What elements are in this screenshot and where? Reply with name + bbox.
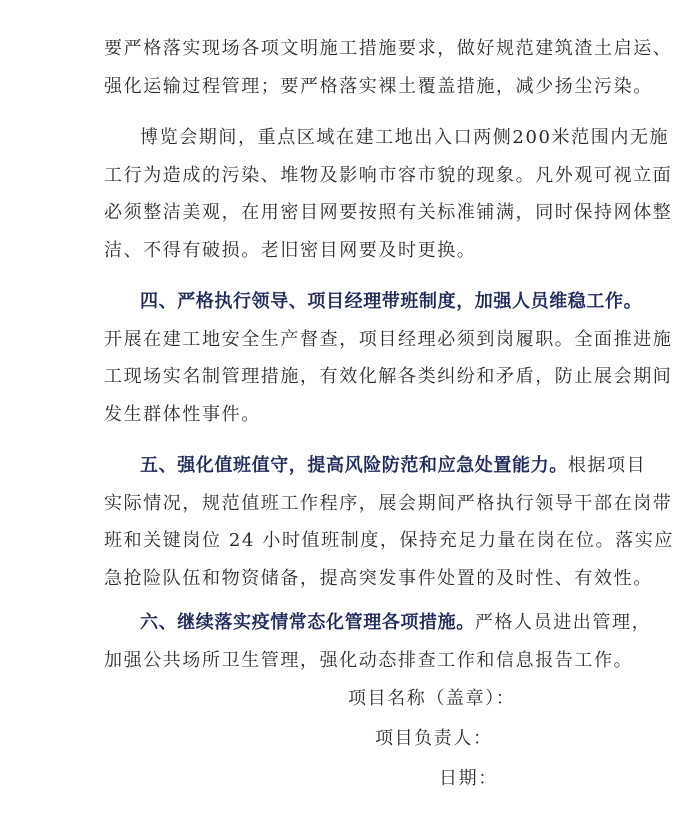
section-heading-tail: 严格人员进出管理， bbox=[474, 612, 652, 633]
text-line: 必须整洁美观，在用密目网要按照有关标准铺满，同时保持网体整 bbox=[104, 202, 673, 223]
text-line: 要严格落实现场各项文明施工措施要求，做好规范建筑渣土启运、 bbox=[104, 38, 673, 59]
section-four bbox=[104, 283, 673, 433]
section-heading-tail: 根据项目 bbox=[567, 455, 647, 476]
paragraph-expo-period bbox=[104, 119, 673, 269]
section-five bbox=[104, 447, 674, 597]
paragraph-civilized-construction bbox=[104, 30, 673, 105]
section-six bbox=[104, 604, 652, 679]
text-line: 开展在建工地安全生产督查，项目经理必须到岗履职。全面推进施 bbox=[104, 328, 673, 350]
section-heading: 六、继续落实疫情常态化管理各项措施。 bbox=[140, 612, 475, 633]
text-line: 博览会期间，重点区域在建工地出入口两侧200米范围内无施 bbox=[140, 127, 670, 148]
section-heading-line bbox=[104, 604, 652, 642]
text-line: 工现场实名制管理措施，有效化解各类纠纷和矛盾，防止展会期间 bbox=[104, 366, 673, 387]
text-line: 实际情况，规范值班工作程序，展会期间严格执行领导干部在岗带 bbox=[104, 492, 673, 514]
text-line: 班和关键岗位 24 小时值班制度，保持充足力量在岗在位。落实应 bbox=[104, 530, 674, 551]
signature-block bbox=[104, 679, 604, 799]
text-line: 加强公共场所卫生管理，强化动态排查工作和信息报告工作。 bbox=[104, 649, 634, 671]
text-line: 工行为造成的污染、堆物及影响市容市貌的现象。凡外观可视立面 bbox=[104, 164, 673, 186]
date-label: 日期： bbox=[439, 768, 498, 789]
section-heading: 五、强化值班值守，提高风险防范和应急处置能力。 bbox=[140, 455, 568, 476]
text-line: 发生群体性事件。 bbox=[104, 403, 261, 425]
text-line: 急抢险队伍和物资储备，提高突发事件处置的及时性、有效性。 bbox=[104, 567, 653, 589]
text-line: 洁、不得有破损。老旧密目网要及时更换。 bbox=[104, 239, 477, 261]
project-name-label: 项目名称（盖章）： bbox=[348, 688, 516, 709]
section-heading: 四、严格执行领导、项目经理带班制度，加强人员维稳工作。 bbox=[140, 291, 643, 312]
responsible-person-label: 项目负责人： bbox=[375, 728, 493, 749]
text-line: 强化运输过程管理；要严格落实裸土覆盖措施，减少扬尘污染。 bbox=[104, 75, 653, 97]
section-heading-line bbox=[104, 447, 647, 485]
